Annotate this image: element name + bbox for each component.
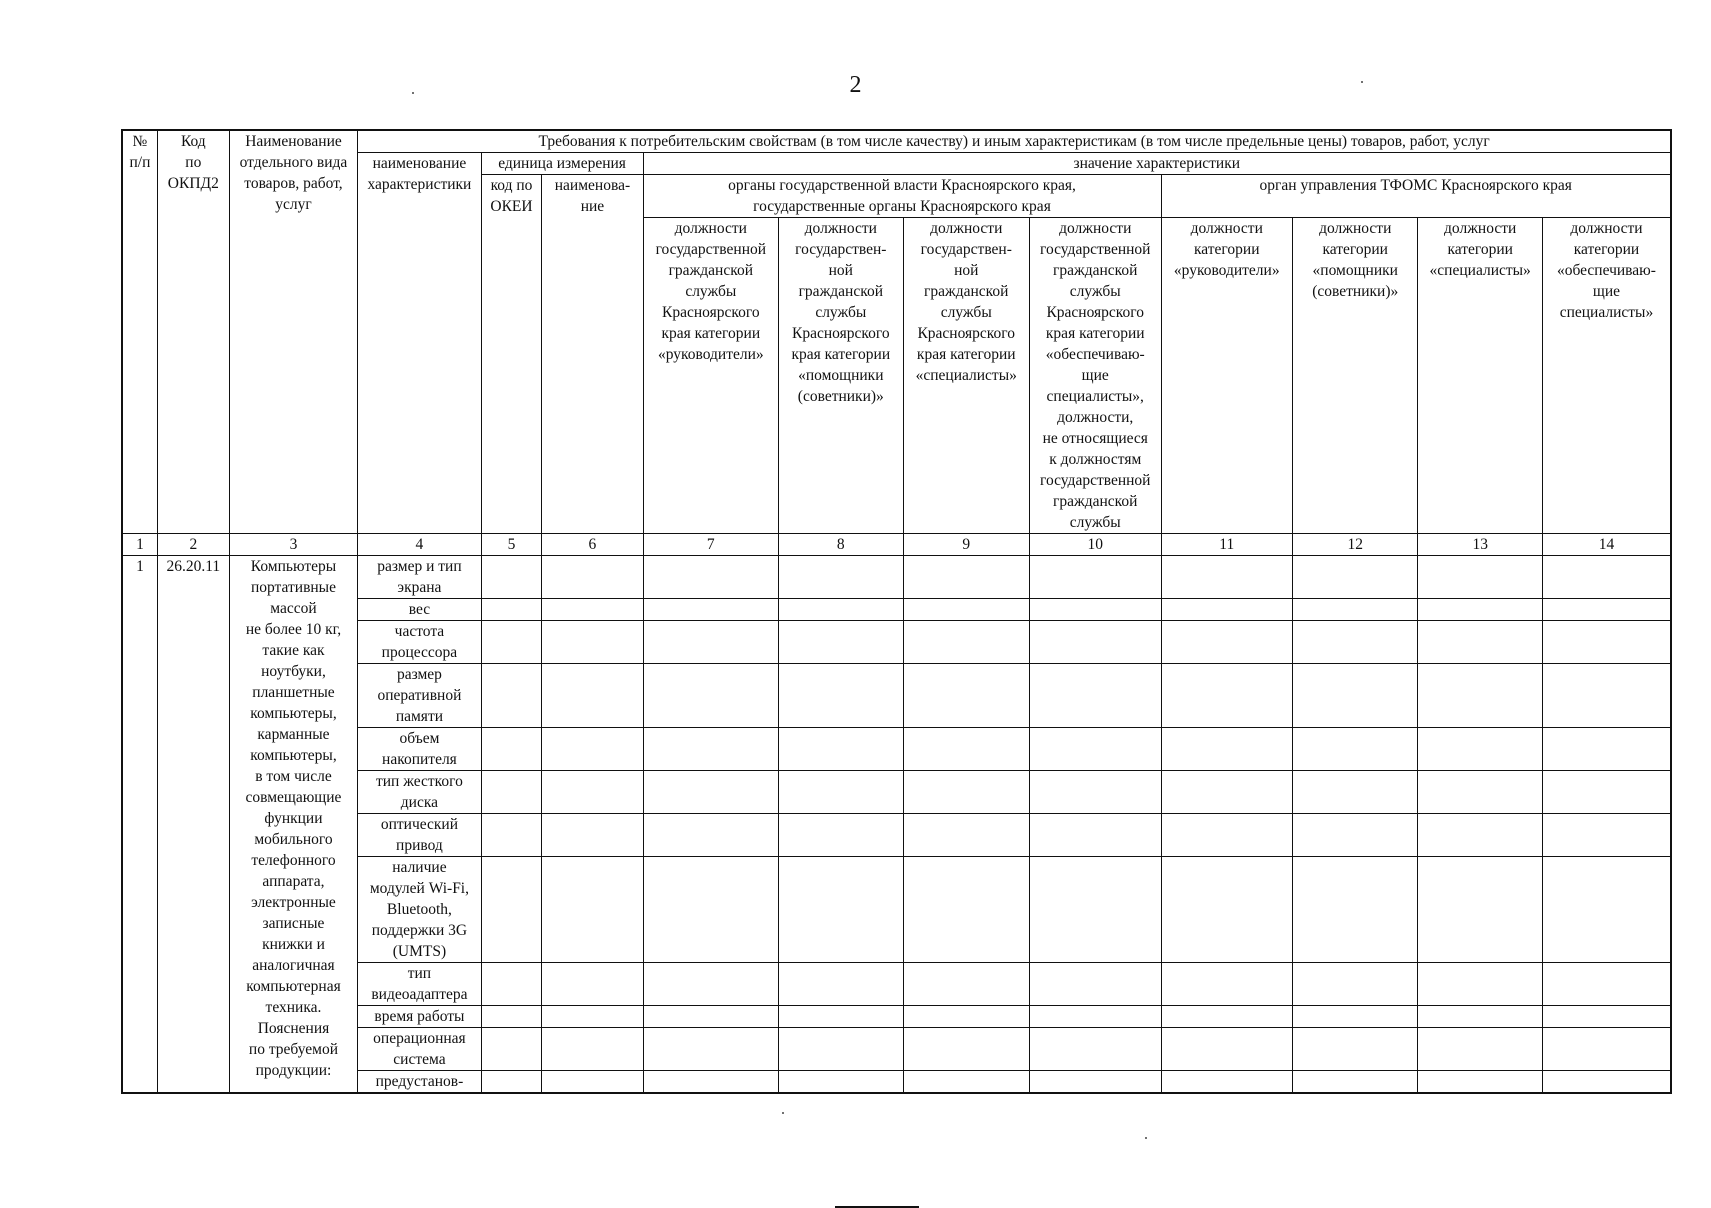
value-cell — [542, 556, 643, 599]
value-cell — [1029, 963, 1161, 1006]
value-cell — [1542, 728, 1671, 771]
value-cell — [1418, 1071, 1542, 1094]
value-cell — [542, 1028, 643, 1071]
value-cell — [1418, 857, 1542, 963]
value-cell — [1161, 963, 1293, 1006]
header-col-11: должности категории «руководители» — [1161, 218, 1293, 534]
value-cell — [481, 556, 542, 599]
row-item-name: Компьютеры портативные массой не более 10 кг, такие как ноутбуки, планшетные компьютеры, карманные компьютеры, в том числе совмещающие функции мобильного телефонного аппарата, электронные записные книжки и аналогичная компьютерная техника. Пояснения по требуемой продукции: — [229, 556, 357, 1094]
value-cell — [1542, 857, 1671, 963]
column-number: 7 — [643, 534, 779, 556]
header-col-9: должности государствен- ной гражданской службы Красноярского края категории «специалисты» — [903, 218, 1029, 534]
characteristic-row — [122, 556, 1671, 599]
value-cell — [1542, 1071, 1671, 1094]
value-cell — [481, 814, 542, 857]
value-cell — [481, 621, 542, 664]
value-cell — [542, 963, 643, 1006]
value-cell — [1418, 621, 1542, 664]
value-cell — [1161, 556, 1293, 599]
header-item-name: Наименование отдельного вида товаров, работ, услуг — [229, 130, 357, 534]
characteristic-name: оптический привод — [358, 814, 481, 857]
value-cell — [542, 599, 643, 621]
value-cell — [1293, 599, 1418, 621]
value-cell — [903, 963, 1029, 1006]
column-number: 8 — [779, 534, 903, 556]
value-cell — [779, 1028, 903, 1071]
value-cell — [542, 1006, 643, 1028]
characteristic-name: предустанов- — [358, 1071, 481, 1094]
column-number: 10 — [1029, 534, 1161, 556]
value-cell — [1293, 1006, 1418, 1028]
value-cell — [481, 963, 542, 1006]
value-cell — [1029, 1006, 1161, 1028]
value-cell — [1293, 556, 1418, 599]
value-cell — [643, 963, 779, 1006]
header-col-12: должности категории «помощники (советники)» — [1293, 218, 1418, 534]
characteristic-name: операционная система — [358, 1028, 481, 1071]
row-no: 1 — [122, 556, 157, 1094]
value-cell — [481, 1006, 542, 1028]
value-cell — [481, 728, 542, 771]
value-cell — [779, 599, 903, 621]
value-cell — [1029, 857, 1161, 963]
page-number: 2 — [849, 72, 862, 98]
header-gov-bodies: органы государственной власти Красноярского края, государственные органы Красноярского края — [643, 175, 1161, 218]
value-cell — [542, 857, 643, 963]
value-cell — [1161, 728, 1293, 771]
value-cell — [643, 728, 779, 771]
value-cell — [1293, 664, 1418, 728]
value-cell — [1542, 1006, 1671, 1028]
value-cell — [903, 1006, 1029, 1028]
value-cell — [903, 664, 1029, 728]
scan-speck — [782, 1112, 784, 1114]
header-tfoms: орган управления ТФОМС Красноярского края — [1161, 175, 1671, 218]
value-cell — [481, 1071, 542, 1094]
value-cell — [903, 857, 1029, 963]
value-cell — [643, 1071, 779, 1094]
value-cell — [1029, 771, 1161, 814]
value-cell — [643, 814, 779, 857]
header-okei-code: код по ОКЕИ — [481, 175, 542, 534]
characteristic-name: размер оперативной памяти — [358, 664, 481, 728]
value-cell — [1542, 664, 1671, 728]
value-cell — [1029, 621, 1161, 664]
value-cell — [1029, 664, 1161, 728]
scan-speck — [412, 92, 414, 94]
value-cell — [1418, 1006, 1542, 1028]
value-cell — [903, 814, 1029, 857]
value-cell — [1542, 556, 1671, 599]
value-cell — [779, 771, 903, 814]
value-cell — [1418, 771, 1542, 814]
characteristic-name: тип жесткого диска — [358, 771, 481, 814]
value-cell — [643, 771, 779, 814]
value-cell — [1293, 728, 1418, 771]
value-cell — [1418, 599, 1542, 621]
value-cell — [481, 857, 542, 963]
column-number: 3 — [229, 534, 357, 556]
value-cell — [643, 599, 779, 621]
value-cell — [1161, 771, 1293, 814]
characteristic-name: время работы — [358, 1006, 481, 1028]
scan-speck — [1361, 81, 1363, 83]
value-cell — [1542, 621, 1671, 664]
value-cell — [779, 1006, 903, 1028]
value-cell — [1161, 1028, 1293, 1071]
value-cell — [481, 1028, 542, 1071]
value-cell — [1029, 599, 1161, 621]
requirements-table — [121, 129, 1672, 1094]
value-cell — [542, 728, 643, 771]
value-cell — [779, 556, 903, 599]
value-cell — [903, 621, 1029, 664]
value-cell — [1029, 728, 1161, 771]
value-cell — [1542, 1028, 1671, 1071]
value-cell — [1418, 814, 1542, 857]
value-cell — [481, 599, 542, 621]
value-cell — [1293, 1071, 1418, 1094]
value-cell — [1161, 599, 1293, 621]
value-cell — [1418, 1028, 1542, 1071]
value-cell — [1161, 1071, 1293, 1094]
value-cell — [779, 814, 903, 857]
value-cell — [643, 1006, 779, 1028]
header-okpd2-code: Код по ОКПД2 — [157, 130, 229, 534]
value-cell — [643, 556, 779, 599]
value-cell — [1542, 963, 1671, 1006]
header-col-8: должности государствен- ной гражданской службы Красноярского края категории «помощники (советники)» — [779, 218, 903, 534]
table-body — [122, 556, 1671, 1094]
value-cell — [1293, 771, 1418, 814]
value-cell — [903, 599, 1029, 621]
value-cell — [1542, 771, 1671, 814]
value-cell — [542, 664, 643, 728]
header-requirements: Требования к потребительским свойствам (в том числе качеству) и иным характеристикам (в том числе предельные цены) товаров, работ, услуг — [358, 130, 1671, 153]
characteristic-name: размер и тип экрана — [358, 556, 481, 599]
value-cell — [1161, 664, 1293, 728]
value-cell — [1029, 556, 1161, 599]
characteristic-name: вес — [358, 599, 481, 621]
header-col-7: должности государственной гражданской службы Красноярского края категории «руководители» — [643, 218, 779, 534]
column-number: 14 — [1542, 534, 1671, 556]
value-cell — [481, 664, 542, 728]
value-cell — [1161, 857, 1293, 963]
value-cell — [542, 1071, 643, 1094]
value-cell — [643, 664, 779, 728]
characteristic-name: объем накопителя — [358, 728, 481, 771]
value-cell — [1542, 814, 1671, 857]
header-col-10: должности государственной гражданской службы Красноярского края категории «обеспечиваю- щие специалисты», должности, не относящиеся к должностям государственной гражданской службы — [1029, 218, 1161, 534]
value-cell — [903, 728, 1029, 771]
value-cell — [643, 857, 779, 963]
value-cell — [542, 621, 643, 664]
value-cell — [481, 771, 542, 814]
value-cell — [1161, 814, 1293, 857]
row-okpd2-code: 26.20.11 — [157, 556, 229, 1094]
column-number: 13 — [1418, 534, 1542, 556]
header-characteristic-name: наименование характеристики — [358, 153, 481, 534]
value-cell — [1293, 621, 1418, 664]
column-number-row — [122, 534, 1671, 556]
column-number: 9 — [903, 534, 1029, 556]
column-number: 12 — [1293, 534, 1418, 556]
value-cell — [779, 963, 903, 1006]
value-cell — [1029, 814, 1161, 857]
value-cell — [1418, 664, 1542, 728]
value-cell — [903, 1028, 1029, 1071]
header-characteristic-value: значение характеристики — [643, 153, 1671, 175]
characteristic-name: частота процессора — [358, 621, 481, 664]
value-cell — [779, 1071, 903, 1094]
column-number: 1 — [122, 534, 157, 556]
value-cell — [903, 556, 1029, 599]
value-cell — [1161, 621, 1293, 664]
value-cell — [779, 857, 903, 963]
value-cell — [1418, 963, 1542, 1006]
value-cell — [779, 621, 903, 664]
value-cell — [643, 621, 779, 664]
value-cell — [903, 1071, 1029, 1094]
value-cell — [1293, 814, 1418, 857]
column-number: 6 — [542, 534, 643, 556]
value-cell — [542, 814, 643, 857]
header-no: № п/п — [122, 130, 157, 534]
value-cell — [1029, 1071, 1161, 1094]
value-cell — [1542, 599, 1671, 621]
header-col-14: должности категории «обеспечиваю- щие специалисты» — [1542, 218, 1671, 534]
characteristic-name: наличие модулей Wi-Fi, Bluetooth, поддержки 3G (UMTS) — [358, 857, 481, 963]
value-cell — [1161, 1006, 1293, 1028]
value-cell — [779, 728, 903, 771]
value-cell — [1293, 1028, 1418, 1071]
value-cell — [542, 771, 643, 814]
value-cell — [1293, 857, 1418, 963]
header-col-13: должности категории «специалисты» — [1418, 218, 1542, 534]
value-cell — [779, 664, 903, 728]
value-cell — [1293, 963, 1418, 1006]
value-cell — [1418, 728, 1542, 771]
scan-speck — [1145, 1137, 1147, 1139]
value-cell — [903, 771, 1029, 814]
header-unit-name: наименова- ние — [542, 175, 643, 534]
value-cell — [1418, 556, 1542, 599]
header-unit: единица измерения — [481, 153, 643, 175]
characteristic-name: тип видеоадаптера — [358, 963, 481, 1006]
column-number: 2 — [157, 534, 229, 556]
column-number: 4 — [358, 534, 481, 556]
column-number: 5 — [481, 534, 542, 556]
column-number: 11 — [1161, 534, 1293, 556]
value-cell — [1029, 1028, 1161, 1071]
value-cell — [643, 1028, 779, 1071]
